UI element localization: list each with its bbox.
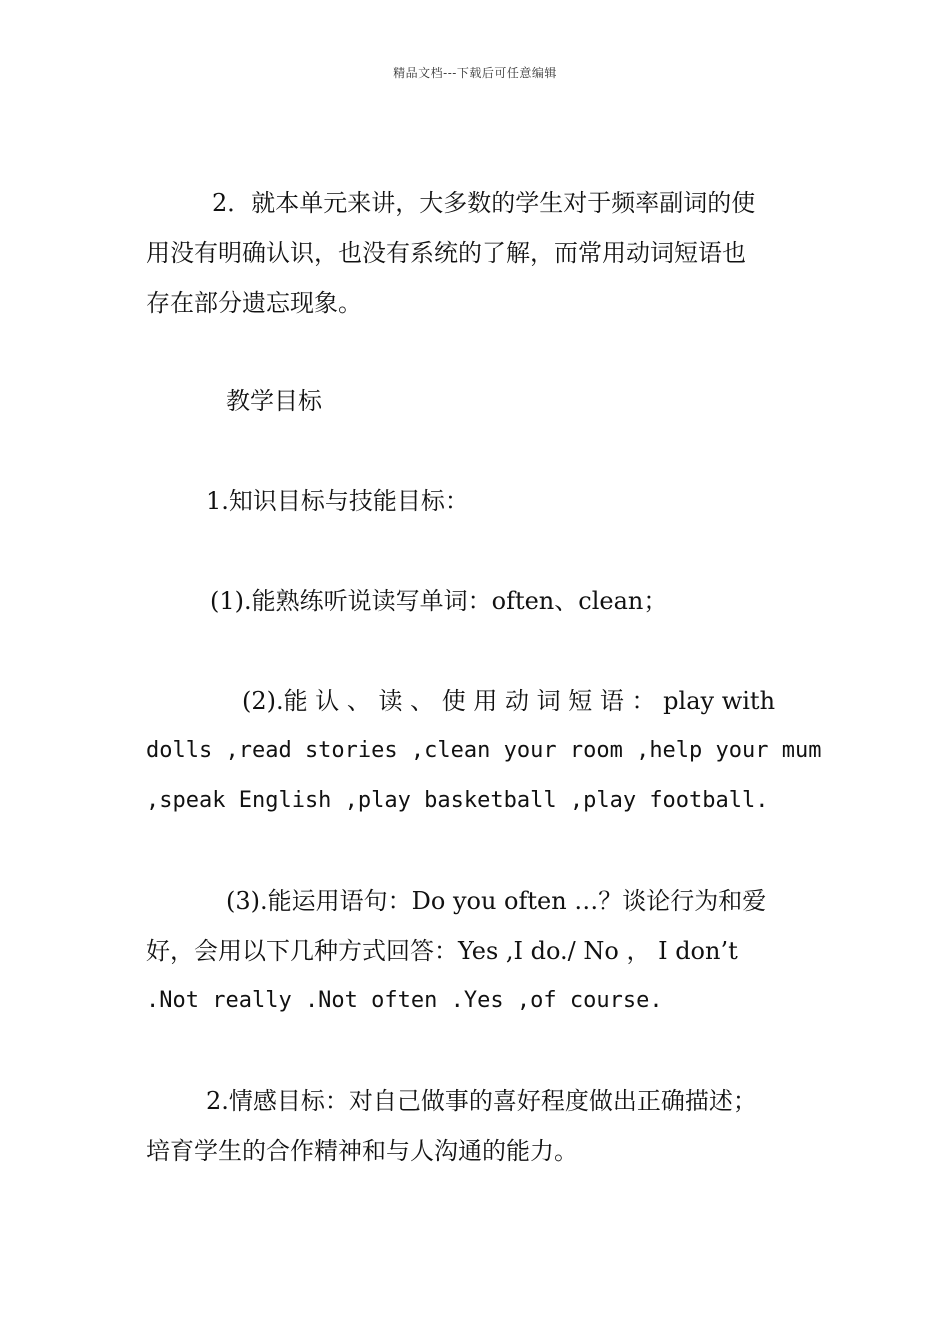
paragraph-learner-analysis [146,178,806,328]
page-header: 精品文档---下载后可任意编辑 [393,66,557,80]
paragraph-line: (3).能运用语句：Do you often …？谈论行为和爱 [226,887,767,915]
objective-item-1 [146,576,806,626]
section-title-text: 教学目标 [226,387,322,415]
paragraph-line: ,speak English ,play basketball ,play football. [146,788,769,813]
objective-item-2 [146,676,822,826]
objective-item-1-text: (1).能熟练听说读写单词：often、clean； [210,587,668,615]
paragraph-line: 培育学生的合作精神和与人沟通的能力。 [146,1137,578,1165]
paragraph-line: (2).能 认 、 读 、 使 用 动 词 短 语 ： play with [242,687,776,715]
goal-emotion [146,1076,806,1176]
section-title [146,376,806,426]
paragraph-line: 好，会用以下几种方式回答：Yes ,I do./ No ， I don’t [146,937,738,965]
paragraph-line: 存在部分遗忘现象。 [146,289,362,317]
goal-knowledge-title [146,476,806,526]
paragraph-line: 2．就本单元来讲，大多数的学生对于频率副词的使 [212,189,756,217]
paragraph-line: .Not really .Not often .Yes ,of course. [146,988,663,1013]
goal-knowledge-title-text: 1.知识目标与技能目标： [206,487,469,515]
objective-item-3 [146,876,806,1026]
paragraph-line: 用没有明确认识，也没有系统的了解，而常用动词短语也 [146,239,746,267]
paragraph-line: 2.情感目标：对自己做事的喜好程度做出正确描述； [206,1087,757,1115]
document-body [146,178,822,1176]
paragraph-line: dolls ,read stories ,clean your room ,help your mum [146,738,822,763]
